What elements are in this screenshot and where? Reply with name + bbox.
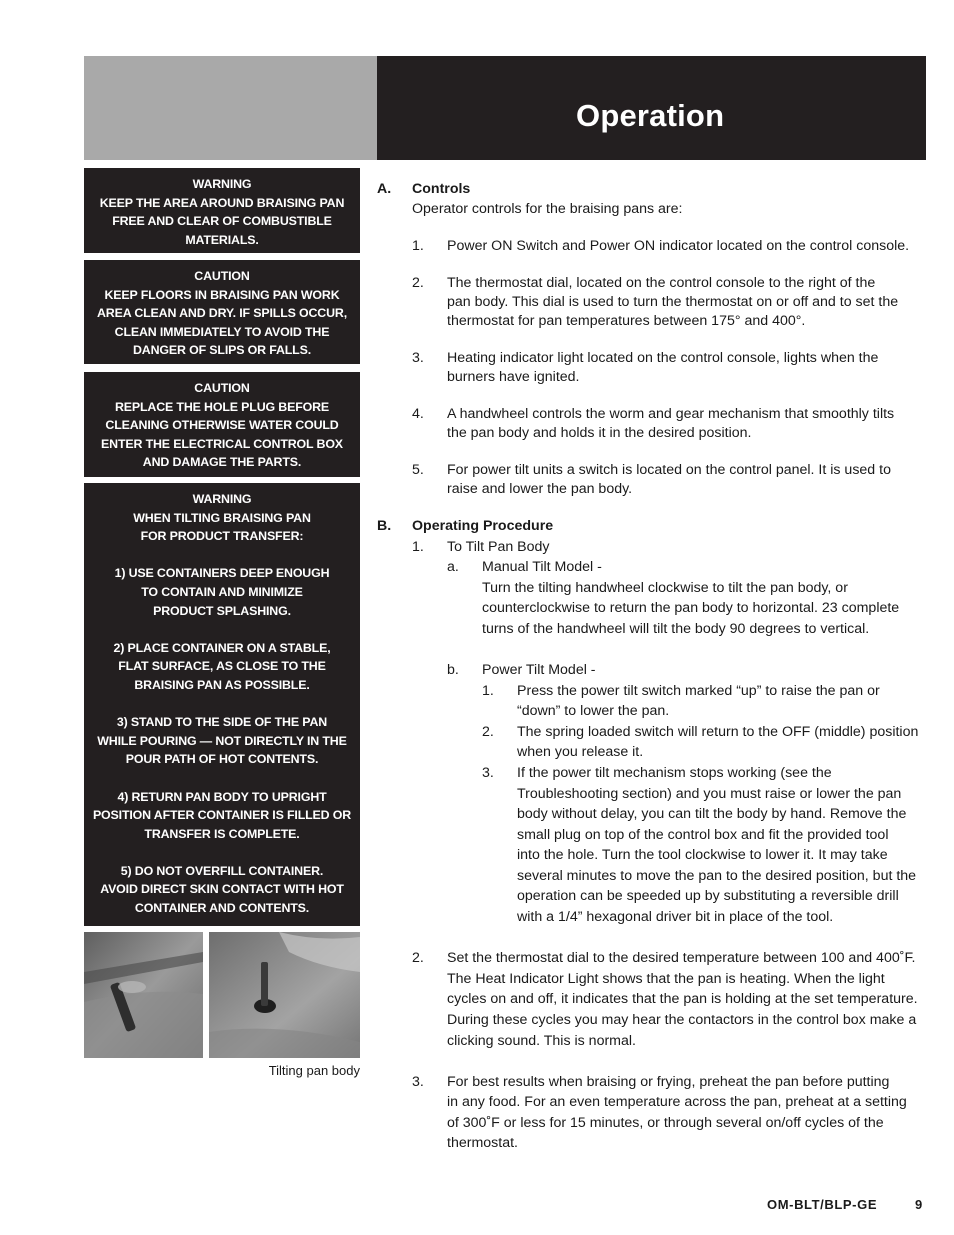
step2-line: cycles on and off, it indicates that the pan is holding at the set temperature.	[447, 991, 918, 1007]
step2-line: clicking sound. This is normal.	[447, 1033, 636, 1049]
step1b3-line: If the power tilt mechanism stops working (see the	[517, 765, 832, 781]
step1-num: 1.	[412, 539, 424, 555]
step1a-letter: a.	[447, 559, 459, 575]
step1a-line: counterclockwise to return the pan body to horizontal. 23 complete	[482, 600, 900, 616]
step1b3-line: body without delay, you can tilt the body by hand. Remove the	[517, 806, 907, 822]
section-b-letter: B.	[377, 518, 392, 534]
step2-num: 2.	[412, 950, 424, 966]
item-a4-line: A handwheel controls the worm and gear mechanism that smoothly tilts	[447, 406, 895, 422]
warning-box-combustible: WARNING KEEP THE AREA AROUND BRAISING PAN FREE AND CLEAR OF COMBUSTIBLE MATERIALS.	[84, 168, 360, 253]
step2-line: Set the thermostat dial to the desired temperature between 100 and 400˚F.	[447, 950, 916, 966]
caution-box-floors: CAUTION KEEP FLOORS IN BRAISING PAN WORK AREA CLEAN AND DRY. IF SPILLS OCCUR, CLEAN IMMEDIATELY TO AVOID THE DANGER OF SLIPS OR FALLS.	[84, 260, 360, 364]
item-a2-num: 2.	[412, 275, 424, 291]
step1b-title: Power Tilt Model -	[482, 662, 596, 678]
item-a3-num: 3.	[412, 350, 424, 366]
document-code: OM-BLT/BLP-GE	[767, 1197, 878, 1212]
item-a5-num: 5.	[412, 462, 424, 478]
step1b-letter: b.	[447, 662, 459, 678]
item-a4-line: the pan body and holds it in the desired position.	[447, 425, 752, 441]
item-a2-line: The thermostat dial, located on the control console to the right of the	[447, 275, 876, 291]
step1b2-line: The spring loaded switch will return to the OFF (middle) position	[517, 724, 919, 740]
page-title: Operation	[576, 98, 725, 133]
item-a3-line: burners have ignited.	[447, 369, 580, 385]
tilting-photo-right	[209, 932, 360, 1058]
page-number: 9	[915, 1197, 923, 1212]
step1b1-line: Press the power tilt switch marked “up” to raise the pan or	[517, 683, 880, 699]
step1b2-line: when you release it.	[517, 744, 644, 760]
tilting-photo-left	[84, 932, 203, 1058]
step1a-line: Turn the tilting handwheel clockwise to tilt the pan body, or	[482, 580, 848, 596]
photo-caption: Tilting pan body	[268, 1063, 360, 1078]
header-title-band	[377, 56, 926, 160]
warning-box-tilting: WARNING WHEN TILTING BRAISING PAN FOR PRODUCT TRANSFER: 1) USE CONTAINERS DEEP ENOUGH TO CONTAIN AND MINIMIZE PRODUCT SPLASHING. 2) PLACE CONTAINER ON A STABLE, FLAT SURFACE, AS CLOSE TO THE BRAISING PAN AS POSSIBLE. 3) STAND TO THE SIDE OF THE PAN WHILE POURING — NOT DIRECTLY IN THE POUR PATH OF HOT CONTENTS. 4) RETURN PAN BODY TO UPRIGHT POSITION AFTER CONTAINER IS FILLED OR TRANSFER IS COMPLETE. 5) DO NOT OVERFILL CONTAINER. AVOID DIRECT SKIN CONTACT WITH HOT CONTAINER AND CONTENTS.	[84, 483, 360, 926]
section-b-heading: Operating Procedure	[412, 518, 554, 534]
step1a-title: Manual Tilt Model -	[482, 559, 602, 575]
step3-line: in any food. For an even temperature across the pan, preheat at a setting	[447, 1094, 907, 1110]
step2-line: The Heat Indicator Light shows that the pan is heating. When the light	[447, 971, 885, 987]
step3-line: thermostat.	[447, 1135, 518, 1151]
step1a-line: turns of the handwheel will tilt the body 90 degrees to vertical.	[482, 621, 870, 637]
item-a2-line: thermostat for pan temperatures between 175° and 400°.	[447, 313, 806, 329]
step1b3-num: 3.	[482, 765, 494, 781]
step1b1-line: “down” to lower the pan.	[517, 703, 670, 719]
step1b3-line: with a 1/4” hexagonal driver bit in place of the tool.	[517, 909, 834, 925]
item-a4-num: 4.	[412, 406, 424, 422]
step1b2-num: 2.	[482, 724, 494, 740]
step3-line: of 300˚F or less for 15 minutes, or through several on/off cycles of the	[447, 1115, 884, 1131]
item-a2-line: pan body. This dial is used to turn the thermostat on or off and to set the	[447, 294, 899, 310]
caution-box-hole-plug: CAUTION REPLACE THE HOLE PLUG BEFORE CLEANING OTHERWISE WATER COULD ENTER THE ELECTRICAL CONTROL BOX AND DAMAGE THE PARTS.	[84, 372, 360, 477]
header-gray-block	[84, 56, 377, 160]
item-a1-num: 1.	[412, 238, 424, 254]
step1b3-line: small plug on top of the control box and fit the provided tool	[517, 827, 889, 843]
step1b3-line: Troubleshooting section) and you must raise or lower the pan	[517, 786, 902, 802]
section-a-heading: Controls	[412, 181, 471, 197]
item-a5-line: For power tilt units a switch is located on the control panel. It is used to	[447, 462, 891, 478]
section-a-intro: Operator controls for the braising pans are:	[412, 201, 683, 217]
step1b3-line: into the hole. Turn the tool clockwise to lower it. It may take	[517, 847, 888, 863]
step3-num: 3.	[412, 1074, 424, 1090]
section-a-letter: A.	[377, 181, 392, 197]
step3-line: For best results when braising or frying, preheat the pan before putting	[447, 1074, 890, 1090]
item-a5-line: raise and lower the pan body.	[447, 481, 633, 497]
item-a1-line: Power ON Switch and Power ON indicator located on the control console.	[447, 238, 910, 254]
step1-title: To Tilt Pan Body	[447, 539, 550, 555]
step2-line: During these cycles you may hear the contactors in the control box make a	[447, 1012, 917, 1028]
item-a3-line: Heating indicator light located on the control console, lights when the	[447, 350, 879, 366]
step1b1-num: 1.	[482, 683, 494, 699]
step1b3-line: operation can be speeded up by substituting a reversible drill	[517, 888, 899, 904]
step1b3-line: several minutes to move the pan to the desired position, but the	[517, 868, 917, 884]
